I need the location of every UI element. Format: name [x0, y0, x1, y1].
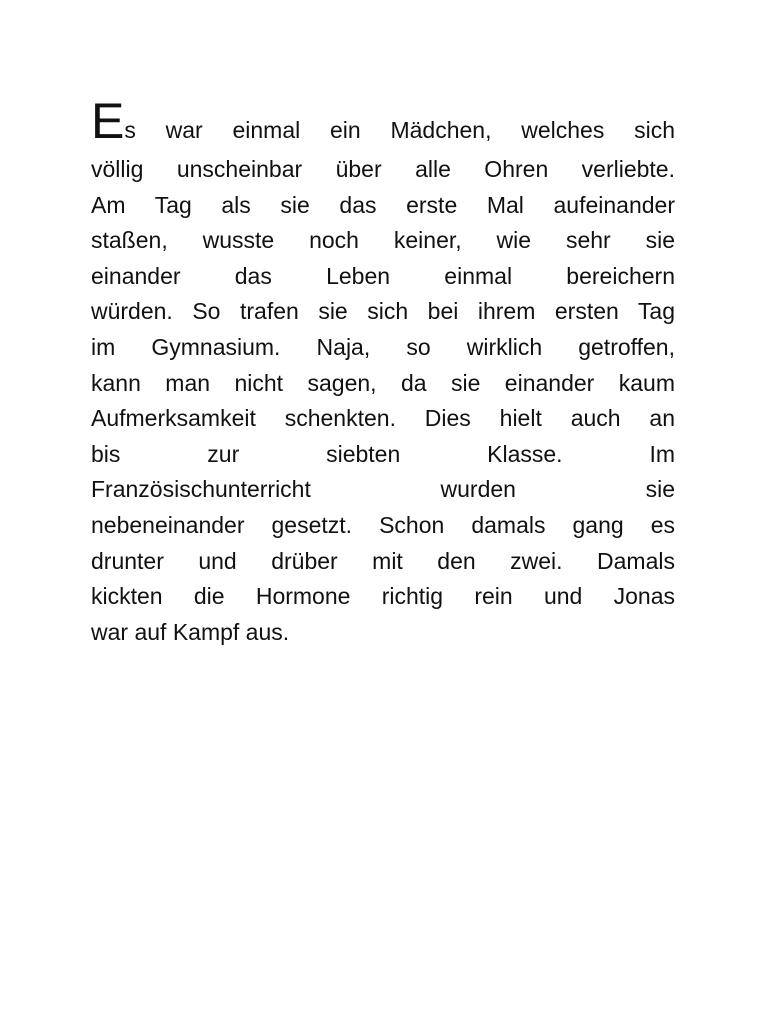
- paragraph-line: würden. So trafen sie sich bei ihrem ersten Tag: [91, 298, 675, 325]
- paragraph-line: drunter und drüber mit den zwei. Damals: [91, 547, 675, 574]
- paragraph-first-line: [91, 96, 675, 152]
- paragraph-line: einander das Leben einmal bereichern: [91, 262, 675, 289]
- first-line-text: s war einmal ein Mädchen, welches sich: [124, 117, 675, 143]
- story-paragraph: [91, 96, 675, 650]
- paragraph-line: völlig unscheinbar über alle Ohren verliebte.: [91, 156, 675, 182]
- paragraph-line: Am Tag als sie das erste Mal aufeinander: [91, 191, 675, 218]
- paragraph-line: im Gymnasium. Naja, so wirklich getroffen,: [91, 333, 675, 360]
- paragraph-line: Französischunterricht wurden sie: [91, 476, 675, 503]
- paragraph-line: nebeneinander gesetzt. Schon damals gang es: [91, 511, 675, 538]
- drop-cap-letter: E: [91, 96, 125, 149]
- paragraph-line: kickten die Hormone richtig rein und Jonas: [91, 583, 675, 610]
- paragraph-line: Aufmerksamkeit schenkten. Dies hielt auch an: [91, 405, 675, 432]
- paragraph-line: kann man nicht sagen, da sie einander kaum: [91, 369, 675, 396]
- paragraph-line: bis zur siebten Klasse. Im: [91, 440, 675, 467]
- paragraph-line: staßen, wusste noch keiner, wie sehr sie: [91, 227, 675, 254]
- paragraph-last-line: war auf Kampf aus.: [91, 618, 290, 645]
